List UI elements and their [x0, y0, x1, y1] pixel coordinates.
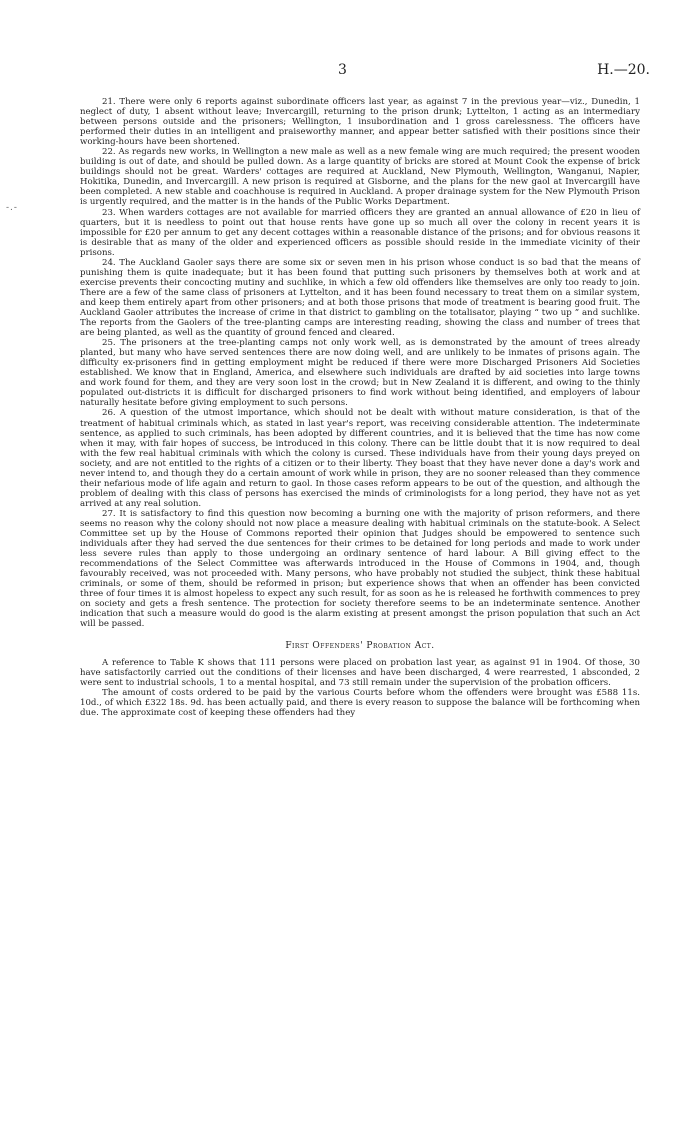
page-header	[0, 62, 700, 82]
page-number: 3	[338, 62, 347, 78]
probation-paragraph-2: The amount of costs ordered to be paid by the various Courts before whom the offenders were brought was £588 11s. 10d., of which £322 18s. 9d. has been actually paid, and there is every reason to suppose the balance will be forthcoming when due. The approximate cost of keeping these offenders had they	[80, 687, 640, 718]
body-text	[80, 97, 640, 718]
paragraph-21: 21. There were only 6 reports against subordinate officers last year, as against 7 in the previous year—viz., Dunedin, 1 neglect of duty, 1 absent without leave; Invercargill, returning to the prison drunk; Lyttelton, 1 acting as an intermediary between persons outside and the prisoners; Wellington, 1 insubordination and 1 gross carelessness. The officers have performed their duties in an intelligent and praiseworthy manner, and appear better satisfied with their positions since their working-hours have been shortened.	[80, 97, 640, 148]
document-reference: H.—20.	[597, 62, 650, 78]
paragraph-24: 24. The Auckland Gaoler says there are some six or seven men in his prison whose conduct is so bad that the means of punishing them is quite inadequate; but it has been found that putting such prisoners by themselves both at work and at exercise prevents their concocting mutiny and suchlike, in which a few old offenders like themselves are only too ready to join. There are a few of the same class of prisoners at Lyttelton, and it has been found necessary to treat them on a similar system, and keep them entirely apart from other prisoners; and at both those prisons that mode of treatment is bearing good fruit. The Auckland Gaoler attributes the increase of crime in that district to gambling on the totalisator, playing “ two up ” and suchlike. The reports from the Gaolers of the tree-planting camps are interesting reading, showing the class and number of trees that are being planted, as well as the quantity of ground fenced and cleared.	[80, 257, 640, 339]
paragraph-26: 26. A question of the utmost importance, which should not be dealt with without mature consideration, is that of the treatment of habitual criminals which, as stated in last year's report, was receiving considerable attention. The indeterminate sentence, as applied to such criminals, has been adopted by different countries, and it is believed that the time has now come when it may, with fair hopes of success, be introduced in this colony. There can be little doubt that it is now required to deal with the few real habitual criminals with which the colony is cursed. These individuals have from their young days preyed on society, and are not entitled to the rights of a citizen or to their liberty. They boast that they have never done a day's work and never intend to, and though they do a certain amount of work while in prison, they are no sooner released than they commence their nefarious mode of life again and return to gaol. In those cases reform appears to be out of the question, and although the problem of dealing with this class of persons has exercised the minds of criminologists for a long period, they have not as yet arrived at any real solution.	[80, 408, 640, 509]
margin-mark: -.-	[6, 203, 18, 213]
paragraph-22: 22. As regards new works, in Wellington a new male as well as a new female wing are much required; the present wooden building is out of date, and should be pulled down. As a large quantity of bricks are stored at Mount Cook the expense of brick buildings should not be great. Warders' cottages are required at Auckland, New Plymouth, Wellington, Wanganui, Napier, Hokitika, Dunedin, and Invercargill. A new prison is required at Gisborne, and the plans for the new gaol at Invercargill have been completed. A new stable and coachhouse is required in Auckland. A proper drainage system for the New Plymouth Prison is urgently required, and the matter is in the hands of the Public Works Department.	[80, 147, 640, 208]
paragraph-27: 27. It is satisfactory to find this question now becoming a burning one with the majority of prison reformers, and there seems no reason why the colony should not now place a measure dealing with habitual criminals on the statute-book. A Select Committee set up by the House of Commons reported their opinion that Judges should be empowered to sentence such individuals after they had served the due sentences for their crimes to be detained for long periods and made to work under less severe rules than apply to those undergoing an ordinary sentence of hard labour. A Bill giving effect to the recommendations of the Select Committee was afterwards introduced in the House of Commons in 1904, and, though favourably received, was not proceeded with. Many persons, who have probably not studied the subject, think these habitual criminals, or some of them, should be reformed in prison; but experience shows that when an offender has been convicted three of four times it is almost hopeless to expect any such result, for as soon as he is released he forthwith commences to prey on society and gets a fresh sentence. The protection for society therefore seems to be an indeterminate sentence. Another indication that such a measure would do good is the alarm existing at present amongst the prison population that such an Act will be passed.	[80, 508, 640, 630]
probation-paragraph-1: A reference to Table K shows that 111 persons were placed on probation last year, as against 91 in 1904. Of those, 30 have satisfactorily carried out the conditions of their licenses and have been discharged, 4 were rearrested, 1 absconded, 2 were sent to industrial schools, 1 to a mental hospital, and 73 still remain under the supervision of the probation officers.	[80, 657, 640, 688]
paragraph-23: 23. When warders cottages are not available for married officers they are granted an annual allowance of £20 in lieu of quarters, but it is needless to point out that house rents have gone up so much all over the colony in recent years it is impossible for £20 per annum to get any decent cottages within a reasonable distance of the prisons; and for obvious reasons it is desirable that as many of the older and experienced officers as possible should reside in the immediate vicinity of their prisons.	[80, 207, 640, 258]
section-heading: First Offenders' Probation Act.	[285, 641, 435, 652]
paragraph-25: 25. The prisoners at the tree-planting camps not only work well, as is demonstrated by the amount of trees already planted, but many who have served sentences there are now doing well, and are unlikely to be inmates of prisons again. The difficulty ex-prisoners find in getting employment might be reduced if there were more Discharged Prisoners Aid Societies established. We know that in England, America, and elsewhere such individuals are drafted by aid societies into large towns and work found for them, and they are very soon lost in the crowd; but in New Zealand it is different, and owing to the thinly populated out-districts it is difficult for discharged prisoners to find work without being identified, and employers of labour naturally hesitate before giving employment to such persons.	[80, 338, 640, 409]
